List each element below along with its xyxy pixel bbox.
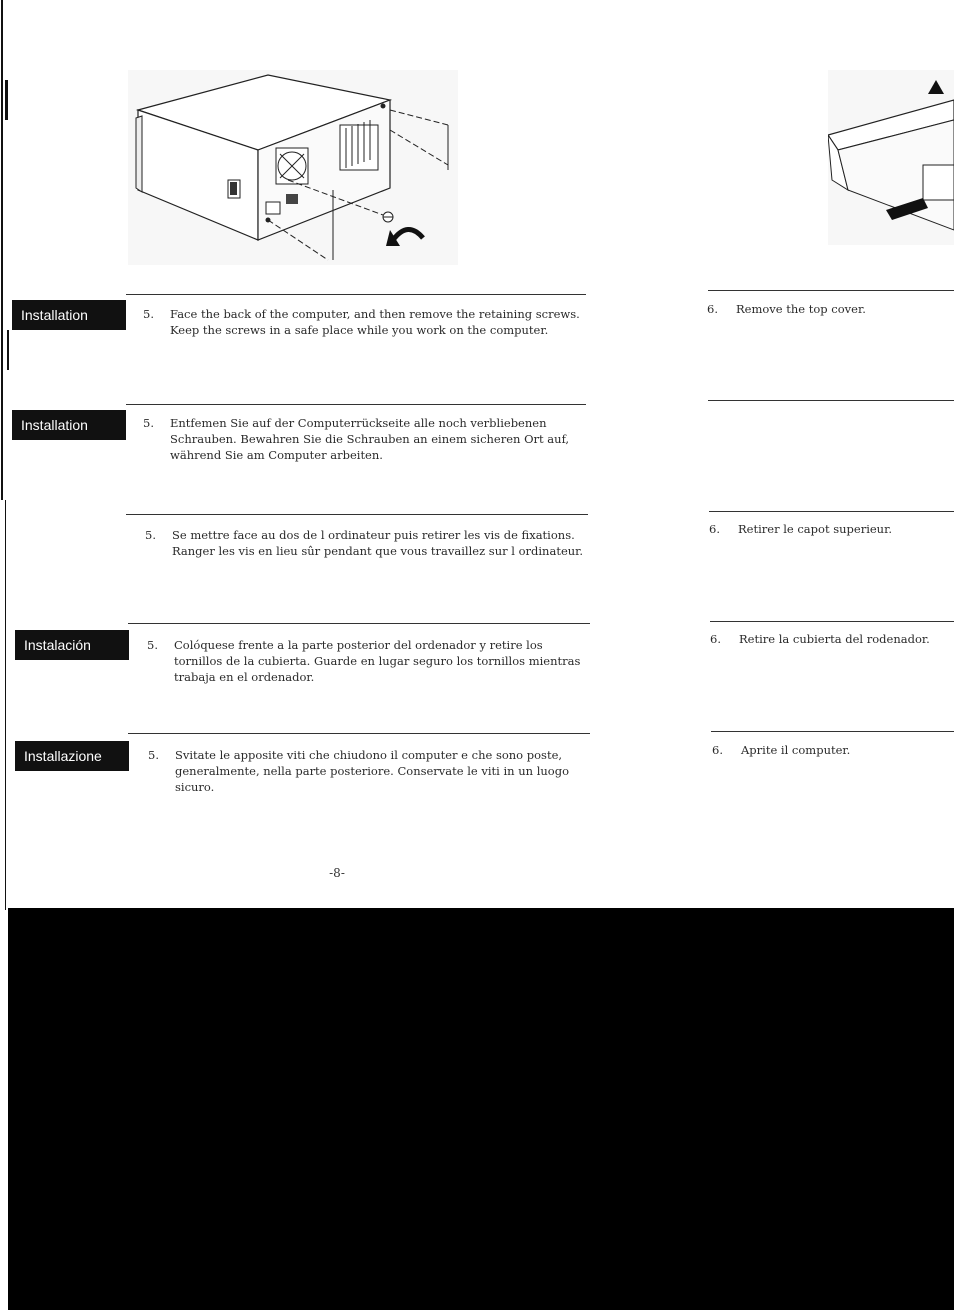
step-text: Remove the top cover. xyxy=(736,302,866,316)
scan-edge-line xyxy=(1,0,3,500)
page-number: -8- xyxy=(329,866,345,880)
step-text: Retirer le capot superieur. xyxy=(738,522,892,536)
computer-rear-illustration xyxy=(128,70,458,265)
scan-edge-mark xyxy=(5,80,8,120)
scan-edge-line xyxy=(5,500,6,910)
step-number: 6. xyxy=(710,632,721,646)
section-badge-installation-de: Installation xyxy=(12,410,126,440)
step-number: 5. xyxy=(148,748,159,762)
section-divider xyxy=(126,294,586,295)
step-text: Entfemen Sie auf der Computerrückseite alle noch verbliebenen Schrauben. Bewahren Sie die Schrauben an einem sicheren Ort auf, während Sie am Computer arbeiten. xyxy=(170,416,570,462)
section-divider xyxy=(708,290,954,291)
step-text: Se mettre face au dos de l ordinateur puis retirer les vis de fixations. Ranger les vis en lieu sûr pendant que vous travaillez sur l ordinateur. xyxy=(172,528,584,558)
step-text: Retire la cubierta del rodenador. xyxy=(739,632,930,646)
section-badge-instalacion-es: Instalación xyxy=(15,630,129,660)
section-divider xyxy=(128,733,590,734)
step-number: 5. xyxy=(147,638,158,652)
scan-black-area xyxy=(8,908,954,1310)
step-number: 6. xyxy=(712,743,723,757)
section-divider xyxy=(128,623,590,624)
section-divider xyxy=(709,511,954,512)
section-badge-installation-en: Installation xyxy=(12,300,126,330)
section-divider xyxy=(708,400,954,401)
step-number: 5. xyxy=(143,416,154,430)
step-number: 5. xyxy=(145,528,156,542)
section-divider xyxy=(126,514,588,515)
step-number: 6. xyxy=(709,522,720,536)
scan-edge-mark xyxy=(7,330,9,370)
step-text: Colóquese frente a la parte posterior del ordenador y retire los tornillos de la cubierta. Guarde en lugar seguro los tornillos mientras trabaja en el ordenador. xyxy=(174,638,581,684)
section-badge-installazione-it: Installazione xyxy=(15,741,129,771)
step-text: Face the back of the computer, and then remove the retaining screws. Keep the screws in a safe place while you work on the computer. xyxy=(170,307,580,337)
computer-cover-illustration xyxy=(828,70,954,245)
step-number: 6. xyxy=(707,302,718,316)
step-text: Aprite il computer. xyxy=(741,743,851,757)
section-divider xyxy=(126,404,586,405)
step-text: Svitate le apposite viti che chiudono il computer e che sono poste, generalmente, nella parte posteriore. Conservate le viti in un luogo sicuro. xyxy=(175,748,570,794)
section-divider xyxy=(711,731,954,732)
section-divider xyxy=(710,621,954,622)
step-number: 5. xyxy=(143,307,154,321)
